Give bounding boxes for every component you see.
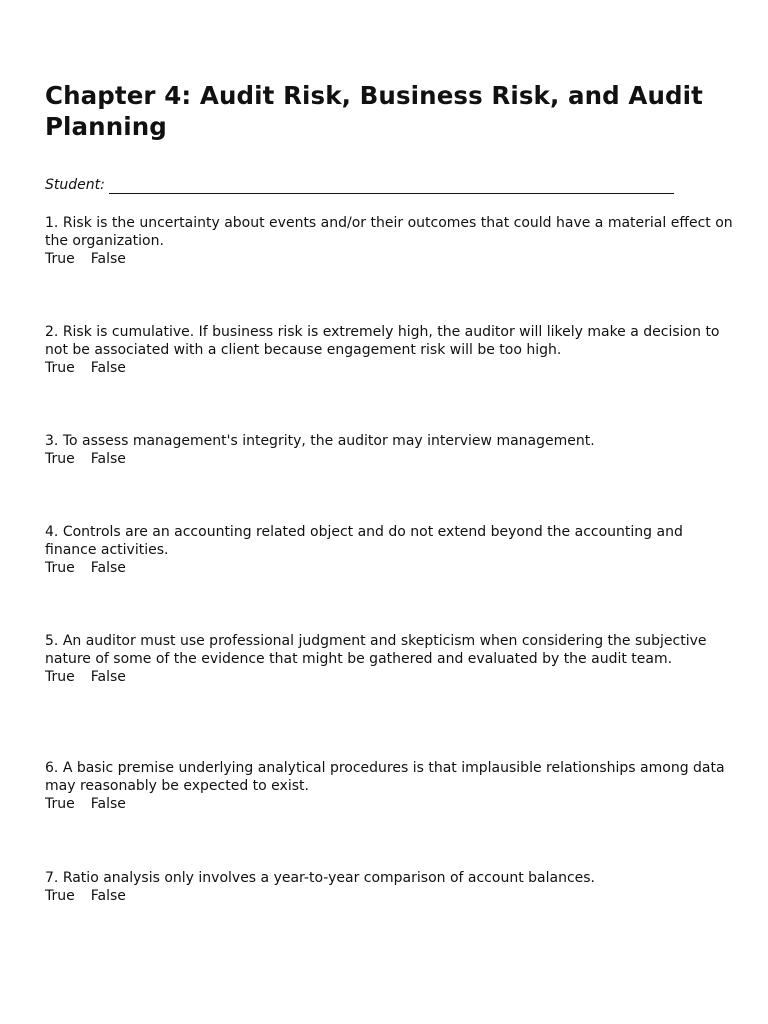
question-text: 7. Ratio analysis only involves a year-to-year comparison of account balances.: [45, 870, 595, 886]
option-false[interactable]: False: [90, 888, 126, 905]
answer-options: [45, 359, 735, 377]
option-true[interactable]: True: [45, 360, 75, 377]
question-text: 3. To assess management's integrity, the auditor may interview management.: [45, 433, 595, 449]
document-page: [45, 80, 735, 194]
student-name-blank[interactable]: [109, 177, 674, 194]
question-text: 2. Risk is cumulative. If business risk is extremely high, the auditor will likely make a decision to not be associated with a client because engagement risk will be too high.: [45, 324, 720, 359]
option-false[interactable]: False: [90, 560, 126, 577]
option-false[interactable]: False: [90, 669, 126, 686]
option-true[interactable]: True: [45, 796, 75, 813]
question-3: [45, 432, 735, 468]
question-4: [45, 523, 735, 578]
question-1: [45, 214, 735, 269]
option-true[interactable]: True: [45, 451, 75, 468]
page-title: Chapter 4: Audit Risk, Business Risk, and Audit Planning: [45, 81, 703, 141]
answer-options: [45, 795, 735, 813]
student-field: [45, 176, 735, 194]
answer-options: [45, 668, 735, 686]
answer-options: [45, 250, 735, 268]
question-text: 6. A basic premise underlying analytical procedures is that implausible relationships among data may reasonably be expected to exist.: [45, 760, 725, 795]
option-true[interactable]: True: [45, 669, 75, 686]
student-label: Student:: [45, 177, 105, 193]
answer-options: [45, 887, 735, 905]
option-false[interactable]: False: [90, 251, 126, 268]
question-text: 4. Controls are an accounting related object and do not extend beyond the accounting and finance activities.: [45, 524, 683, 559]
option-false[interactable]: False: [90, 796, 126, 813]
option-false[interactable]: False: [90, 360, 126, 377]
option-true[interactable]: True: [45, 888, 75, 905]
question-text: 1. Risk is the uncertainty about events and/or their outcomes that could have a material effect on the organization.: [45, 215, 733, 250]
question-6: [45, 759, 735, 814]
question-7: [45, 869, 735, 905]
answer-options: [45, 559, 735, 577]
option-true[interactable]: True: [45, 560, 75, 577]
question-2: [45, 323, 735, 378]
question-5: [45, 632, 735, 687]
question-text: 5. An auditor must use professional judgment and skepticism when considering the subjective nature of some of the evidence that might be gathered and evaluated by the audit team.: [45, 633, 707, 668]
option-false[interactable]: False: [90, 451, 126, 468]
option-true[interactable]: True: [45, 251, 75, 268]
answer-options: [45, 450, 735, 468]
